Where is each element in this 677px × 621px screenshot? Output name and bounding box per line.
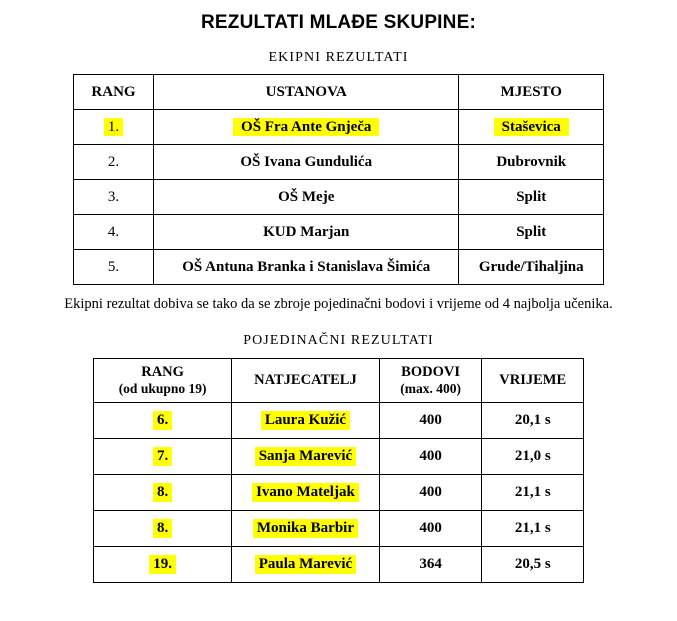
individual-rank-cell [94, 475, 232, 511]
individual-competitor-value: Ivano Mateljak [252, 483, 359, 502]
individual-competitor-value: Monika Barbir [253, 519, 358, 538]
individual-rank-value: 8. [153, 519, 172, 538]
individual-time-cell: 21,1 s [482, 475, 584, 511]
team-place-value: Staševica [494, 118, 569, 137]
team-institution-cell: KUD Marjan [154, 215, 459, 250]
individual-rank-cell [94, 511, 232, 547]
team-place-cell: Dubrovnik [459, 145, 604, 180]
team-institution-cell [154, 110, 459, 145]
table-row [74, 180, 604, 215]
team-rank-cell: 4. [74, 215, 154, 250]
individual-time-cell: 21,0 s [482, 439, 584, 475]
individual-competitor-cell [232, 403, 380, 439]
team-institution-cell: OŠ Meje [154, 180, 459, 215]
team-header-place: MJESTO [459, 75, 604, 110]
individual-rank-value: 19. [149, 555, 176, 574]
individual-header-rank [94, 358, 232, 403]
individual-rank-value: 7. [153, 447, 172, 466]
individual-points-cell: 364 [379, 547, 482, 583]
table-row [94, 475, 584, 511]
scoring-note: Ekipni rezultat dobiva se tako da se zbroje pojedinačni bodovi i vrijeme od 4 najbolja učenika. [64, 296, 613, 312]
individual-rank-value: 6. [153, 411, 172, 430]
team-rank-cell: 5. [74, 250, 154, 285]
table-header-row [74, 75, 604, 110]
individual-points-cell: 400 [379, 511, 482, 547]
table-row [74, 145, 604, 180]
table-row [74, 110, 604, 145]
team-institution-value: OŠ Fra Ante Gnječa [233, 118, 379, 137]
team-rank-cell [74, 110, 154, 145]
team-results-table [73, 74, 604, 285]
individual-header-points-sub: (max. 400) [400, 380, 461, 396]
team-place-cell: Split [459, 215, 604, 250]
team-rank-cell: 3. [74, 180, 154, 215]
individual-competitor-cell [232, 511, 380, 547]
team-institution-cell: OŠ Ivana Gundulića [154, 145, 459, 180]
team-rank-value: 1. [104, 118, 123, 137]
table-row [94, 403, 584, 439]
individual-competitor-cell [232, 439, 380, 475]
individual-time-cell: 21,1 s [482, 511, 584, 547]
team-rank-cell: 2. [74, 145, 154, 180]
team-place-cell [459, 110, 604, 145]
individual-header-points [379, 358, 482, 403]
table-row [94, 439, 584, 475]
individual-points-cell: 400 [379, 439, 482, 475]
individual-points-cell: 400 [379, 403, 482, 439]
individual-header-competitor: NATJECATELJ [232, 358, 380, 403]
individual-section-title: POJEDINAČNI REZULTATI [243, 332, 434, 348]
team-header-institution: USTANOVA [154, 75, 459, 110]
individual-header-time: VRIJEME [482, 358, 584, 403]
team-place-cell: Split [459, 180, 604, 215]
results-document [0, 12, 677, 621]
individual-rank-cell [94, 439, 232, 475]
individual-rank-cell [94, 403, 232, 439]
individual-points-cell: 400 [379, 475, 482, 511]
individual-header-rank-main: RANG [141, 363, 184, 380]
individual-header-points-main: BODOVI [401, 363, 460, 380]
team-place-cell: Grude/Tihaljina [459, 250, 604, 285]
table-row [94, 511, 584, 547]
table-row [94, 547, 584, 583]
individual-rank-value: 8. [153, 483, 172, 502]
individual-header-rank-sub: (od ukupno 19) [118, 380, 207, 396]
individual-competitor-value: Laura Kužić [261, 411, 350, 430]
table-row [74, 215, 604, 250]
individual-time-cell: 20,5 s [482, 547, 584, 583]
individual-competitor-cell [232, 547, 380, 583]
individual-time-cell: 20,1 s [482, 403, 584, 439]
team-institution-cell: OŠ Antuna Branka i Stanislava Šimića [154, 250, 459, 285]
individual-competitor-value: Sanja Marević [255, 447, 356, 466]
team-header-rank: RANG [74, 75, 154, 110]
individual-rank-cell [94, 547, 232, 583]
table-row [74, 250, 604, 285]
table-header-row [94, 358, 584, 403]
individual-competitor-value: Paula Marević [255, 555, 356, 574]
page-title: REZULTATI MLAĐE SKUPINE: [200, 12, 476, 33]
individual-competitor-cell [232, 475, 380, 511]
individual-results-table [93, 358, 584, 584]
team-section-title: EKIPNI REZULTATI [268, 50, 409, 65]
